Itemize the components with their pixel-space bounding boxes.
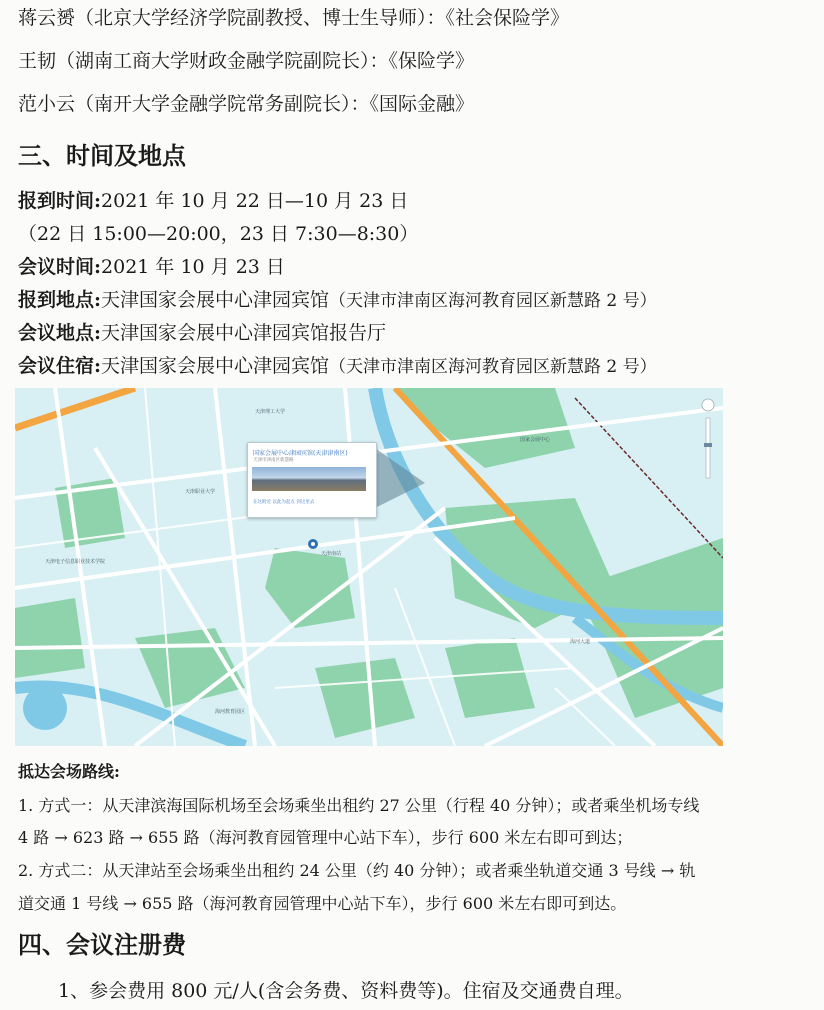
- map-label-1: 天津理工大学: [255, 409, 286, 415]
- registration-place-value: 天津国家会展中心津园宾馆: [101, 289, 330, 311]
- registration-time-value: 2021 年 10 月 22 日—10 月 23 日: [101, 190, 409, 212]
- map-label-3: 天津电子信息职业技术学院: [45, 559, 106, 565]
- meeting-place-row: [18, 321, 386, 345]
- venue-map[interactable]: [15, 388, 723, 746]
- lodging-detail: （天津市津南区海河教育园区新慧路 2 号）: [329, 357, 657, 377]
- expert-line-3: 范小云（南开大学金融学院常务副院长）：《国际金融》: [18, 93, 475, 115]
- registration-place-label: 报到地点:: [18, 289, 102, 311]
- registration-place-detail: （天津市津南区海河教育园区新慧路 2 号）: [329, 291, 657, 311]
- popup-actions[interactable]: 在这附近 以此为起点 到这里去: [253, 500, 315, 505]
- routes-title: 抵达会场路线:: [18, 762, 120, 781]
- meeting-time-label: 会议时间:: [18, 256, 102, 278]
- lodging-value: 天津国家会展中心津园宾馆: [101, 355, 330, 377]
- map-zoom-control[interactable]: [701, 398, 715, 490]
- map-label-2: 海河教育园区: [215, 709, 246, 715]
- section-title-time-place: 三、时间及地点: [18, 141, 186, 170]
- route-line-3: 2. 方式二：从天津站至会场乘坐出租约 24 公里（约 40 分钟）；或者乘坐轨道交通 3 号线 → 轨: [18, 861, 696, 880]
- meeting-time-value: 2021 年 10 月 23 日: [101, 256, 285, 278]
- route-line-2: 4 路 → 623 路 → 655 路（海河教育园管理中心站下车），步行 600 米左右即可到达；: [18, 828, 633, 847]
- section-title-fee: 四、会议注册费: [18, 930, 186, 959]
- lodging-row: [18, 354, 657, 379]
- meeting-time-row: [18, 255, 285, 279]
- registration-time-detail: （22 日 15:00—20:00，23 日 7:30—8:30）: [18, 223, 419, 245]
- fee-item-1: 1、参会费用 800 元/人(含会务费、资料费等)。住宿及交通费自理。: [58, 980, 634, 1002]
- meeting-place-value: 天津国家会展中心津园宾馆报告厅: [101, 322, 387, 344]
- marker-label: 天津南站: [321, 551, 342, 557]
- map-info-popup[interactable]: [247, 442, 377, 518]
- popup-subtitle: 天津市津南区新慧路: [253, 458, 294, 463]
- map-label-4: 天津职业大学: [185, 489, 216, 495]
- expert-line-2: 王韧（湖南工商大学财政金融学院副院长）：《保险学》: [18, 50, 475, 72]
- map-label-6: 海河大道: [570, 639, 591, 645]
- popup-photo: [252, 467, 366, 491]
- map-label-5: 国家会展中心: [520, 437, 551, 443]
- registration-place-row: [18, 288, 657, 313]
- meeting-place-label: 会议地点:: [18, 322, 102, 344]
- route-line-4: 道交通 1 号线 → 655 路（海河教育园管理中心站下车），步行 600 米左右即可到达。: [18, 894, 627, 913]
- lodging-label: 会议住宿:: [18, 355, 102, 377]
- expert-line-1: 蒋云赟（北京大学经济学院副教授、博士生导师）：《社会保险学》: [18, 7, 570, 29]
- popup-title: 国家会展中心津园宾馆(天津津南区): [253, 450, 348, 457]
- registration-time-row: [18, 189, 408, 213]
- route-line-1: 1. 方式一：从天津滨海国际机场至会场乘坐出租约 27 公里（行程 40 分钟）；或者乘坐机场专线: [18, 796, 700, 815]
- registration-time-label: 报到时间:: [18, 190, 102, 212]
